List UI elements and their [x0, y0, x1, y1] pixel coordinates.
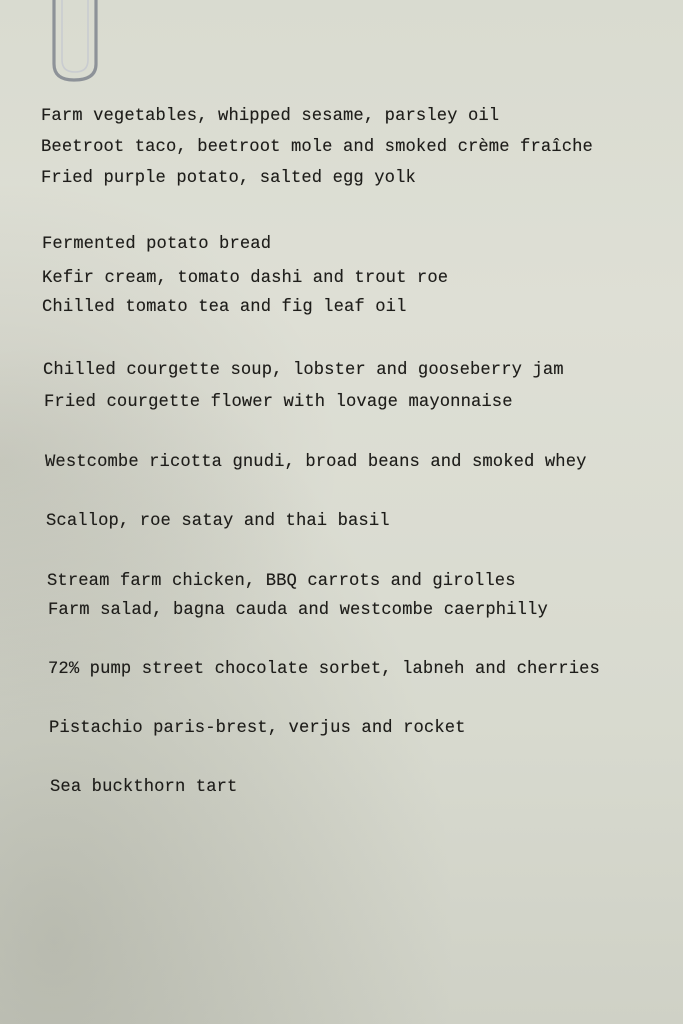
menu-item: Scallop, roe satay and thai basil: [46, 512, 390, 531]
paperclip-icon: [44, 0, 108, 86]
menu-item: Pistachio paris-brest, verjus and rocket: [49, 719, 466, 738]
menu-item: Westcombe ricotta gnudi, broad beans and smoked whey: [45, 453, 587, 472]
menu-item: Stream farm chicken, BBQ carrots and girolles: [47, 572, 516, 591]
menu-item: 72% pump street chocolate sorbet, labneh and cherries: [48, 660, 600, 679]
menu-item: Sea buckthorn tart: [50, 778, 238, 797]
menu-item: Chilled courgette soup, lobster and gooseberry jam: [43, 361, 564, 380]
menu-item: Farm salad, bagna cauda and westcombe caerphilly: [48, 601, 548, 620]
menu-item: Fried purple potato, salted egg yolk: [41, 169, 416, 188]
menu-item: Beetroot taco, beetroot mole and smoked crème fraîche: [41, 138, 593, 157]
menu-item: Kefir cream, tomato dashi and trout roe: [42, 269, 449, 288]
menu-item: Fermented potato bread: [42, 235, 272, 254]
menu-item: Farm vegetables, whipped sesame, parsley oil: [41, 107, 500, 126]
menu-item: Fried courgette flower with lovage mayonnaise: [44, 393, 513, 412]
menu-item: Chilled tomato tea and fig leaf oil: [42, 298, 407, 317]
